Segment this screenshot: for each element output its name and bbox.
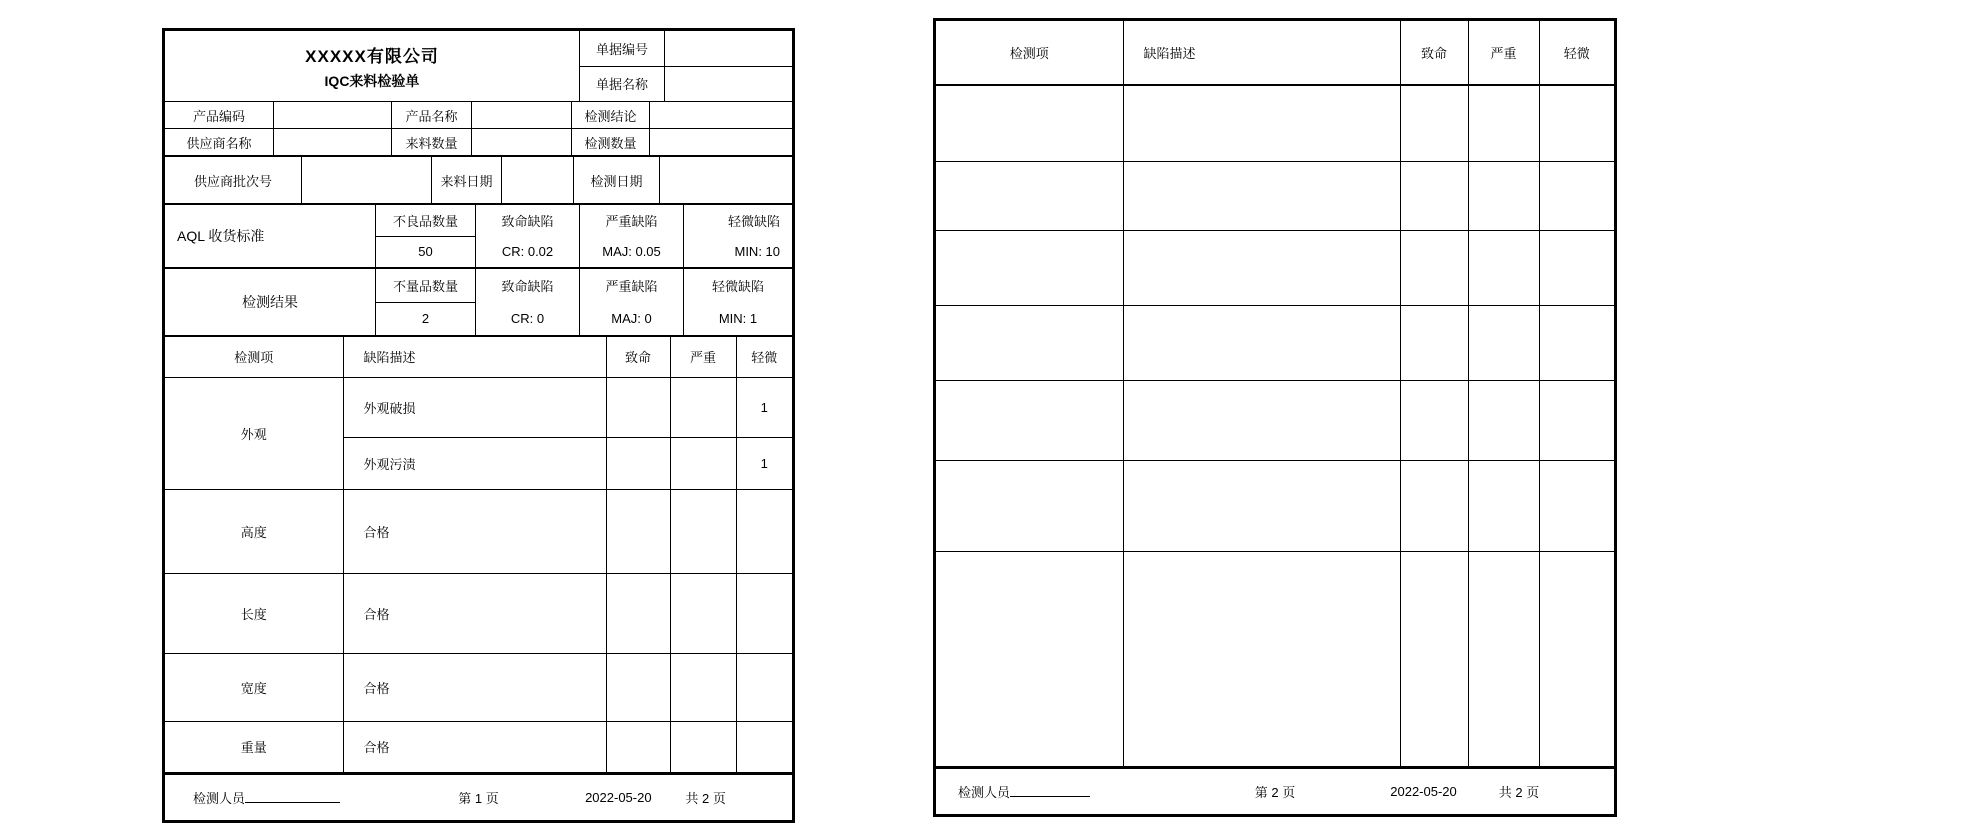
critical-count (606, 377, 670, 437)
defect-desc: 外观污渍 (343, 437, 606, 489)
item-length: 长度 (165, 573, 343, 653)
empty-cell (936, 460, 1123, 551)
page-number: 第 1 页 (458, 791, 499, 806)
critical-count (606, 721, 670, 772)
col-header-desc: 缺陷描述 (1123, 21, 1400, 85)
company-block (165, 31, 579, 101)
empty-cell (1123, 551, 1400, 766)
incoming-date-value-cell (501, 157, 573, 203)
empty-cell (1400, 85, 1468, 161)
aql-minor-value: MIN: 10 (734, 244, 780, 259)
aql-major-value: MAJ: 0.05 (602, 244, 661, 259)
empty-cell (1468, 305, 1539, 380)
doc-name-label: 单据名称 (595, 77, 648, 93)
empty-cell (1468, 230, 1539, 305)
incoming-qty-label: 来料数量 (391, 129, 471, 155)
major-count (670, 437, 736, 489)
item-weight: 重量 (165, 721, 343, 772)
result-critical-col (475, 269, 579, 335)
minor-count: 1 (736, 377, 792, 437)
inspector-label: 检测人员 (193, 791, 246, 806)
empty-cell (1123, 380, 1400, 460)
total-pages: 共 2 页 (1498, 785, 1540, 800)
inspect-date-value-cell (659, 157, 792, 203)
inspect-qty-label: 检测数量 (571, 129, 649, 155)
col-header-item: 检测项 (165, 337, 343, 377)
supplier-batch-value-cell (301, 157, 431, 203)
page-number: 第 2 页 (1254, 785, 1296, 800)
doc-no-row (580, 31, 792, 66)
col-header-critical: 致命 (1400, 21, 1468, 85)
product-code-label: 产品编码 (192, 108, 245, 124)
critical-count (606, 653, 670, 721)
table-row (165, 573, 792, 653)
empty-cell (1539, 230, 1614, 305)
empty-cell (1123, 305, 1400, 380)
form-title: IQC来料检验单 (324, 72, 420, 89)
critical-count (606, 437, 670, 489)
supplier-name-label: 供应商名称 (186, 135, 252, 151)
inspector-field (193, 788, 340, 807)
product-name-value-cell (471, 102, 571, 128)
empty-table-row (936, 161, 1614, 230)
empty-table-row (936, 551, 1614, 766)
empty-cell (1539, 85, 1614, 161)
col-header-desc: 缺陷描述 (343, 337, 606, 377)
empty-cell (1400, 460, 1468, 551)
page-2 (933, 18, 1617, 817)
aql-major-col (579, 205, 683, 267)
inspect-conclusion-value-cell (649, 102, 792, 128)
table-row (165, 721, 792, 772)
item-appearance: 外观 (165, 377, 343, 489)
empty-cell (1123, 161, 1400, 230)
result-major-col (579, 269, 683, 335)
result-defective-qty-value: 2 (421, 311, 430, 327)
info-row-batch (165, 155, 792, 203)
footer-date: 2022-05-20 (585, 790, 652, 805)
inspection-result-block (165, 267, 792, 335)
minor-count (736, 653, 792, 721)
table-row (165, 377, 792, 437)
page-1 (162, 28, 795, 823)
result-major-value: MAJ: 0 (611, 311, 652, 326)
defect-desc: 合格 (343, 489, 606, 573)
doc-no-value-cell (664, 31, 792, 66)
empty-cell (936, 551, 1123, 766)
defect-desc: 合格 (343, 573, 606, 653)
major-count (670, 377, 736, 437)
inspect-qty-value-cell (649, 129, 792, 155)
inspector-signature-line (1010, 783, 1090, 797)
page1-footer (165, 772, 792, 820)
empty-cell (1400, 305, 1468, 380)
footer-date: 2022-05-20 (1390, 784, 1457, 799)
detail-table-wrap (936, 21, 1614, 766)
empty-cell (1123, 85, 1400, 161)
empty-table-row (936, 85, 1614, 161)
item-width: 宽度 (165, 653, 343, 721)
critical-count (606, 573, 670, 653)
result-defective-qty-header: 不量品数量 (376, 269, 475, 303)
aql-critical-col (475, 205, 579, 267)
empty-cell (1123, 460, 1400, 551)
result-critical-value: CR: 0 (510, 311, 545, 326)
defect-desc: 合格 (343, 653, 606, 721)
aql-major-header: 严重缺陷 (605, 214, 658, 229)
aql-minor-col (683, 205, 792, 267)
result-minor-col (683, 269, 792, 335)
col-header-major: 严重 (1468, 21, 1539, 85)
col-header-minor: 轻微 (1539, 21, 1614, 85)
empty-cell (1468, 460, 1539, 551)
empty-cell (936, 230, 1123, 305)
critical-count (606, 489, 670, 573)
incoming-qty-value-cell (471, 129, 571, 155)
result-minor-value: MIN: 1 (718, 311, 758, 326)
inspector-label: 检测人员 (958, 785, 1011, 800)
supplier-name-value-cell (273, 129, 391, 155)
incoming-date-label: 来料日期 (431, 157, 501, 203)
empty-cell (936, 305, 1123, 380)
product-code-value-cell (273, 102, 391, 128)
info-row-supplier (165, 128, 792, 155)
aql-standard-block (165, 203, 792, 267)
table-row (165, 489, 792, 573)
doc-meta-block (579, 31, 792, 101)
item-height: 高度 (165, 489, 343, 573)
empty-cell (1539, 305, 1614, 380)
col-header-major: 严重 (670, 337, 736, 377)
doc-name-value-cell (664, 67, 792, 102)
col-header-item: 检测项 (936, 21, 1123, 85)
company-name: XXXXX有限公司 (305, 46, 439, 66)
col-header-critical: 致命 (606, 337, 670, 377)
empty-cell (1539, 161, 1614, 230)
detail-header-row (936, 21, 1614, 85)
inspection-detail-table (165, 337, 792, 772)
minor-count: 1 (736, 437, 792, 489)
page1-header-block (165, 31, 792, 101)
minor-count (736, 573, 792, 653)
empty-cell (936, 380, 1123, 460)
empty-cell (1539, 460, 1614, 551)
empty-cell (1468, 85, 1539, 161)
inspector-signature-line (245, 789, 340, 803)
inspector-field (958, 782, 1090, 801)
empty-cell (1539, 380, 1614, 460)
empty-table-row (936, 380, 1614, 460)
empty-table-row (936, 305, 1614, 380)
result-defective-qty-col (375, 269, 475, 335)
inspect-date-label: 检测日期 (573, 157, 659, 203)
empty-cell (1468, 551, 1539, 766)
empty-cell (1400, 380, 1468, 460)
result-critical-header: 致命缺陷 (501, 279, 554, 294)
aql-critical-header: 致命缺陷 (501, 214, 554, 229)
empty-cell (1123, 230, 1400, 305)
minor-count (736, 489, 792, 573)
detail-header-row (165, 337, 792, 377)
empty-table-row (936, 230, 1614, 305)
doc-name-row (580, 66, 792, 102)
empty-cell (1400, 161, 1468, 230)
aql-defective-qty-header: 不良品数量 (376, 205, 475, 237)
aql-minor-header: 轻微缺陷 (727, 214, 780, 229)
table-row (165, 653, 792, 721)
empty-cell (1400, 230, 1468, 305)
info-row-product (165, 101, 792, 128)
empty-table-row (936, 460, 1614, 551)
detail-table-wrap (165, 335, 792, 772)
col-header-minor: 轻微 (736, 337, 792, 377)
major-count (670, 489, 736, 573)
aql-defective-qty-value: 50 (418, 244, 433, 260)
doc-no-label: 单据编号 (595, 41, 648, 57)
empty-cell (1539, 551, 1614, 766)
defect-desc: 外观破损 (343, 377, 606, 437)
aql-critical-value: CR: 0.02 (501, 244, 554, 259)
product-name-label: 产品名称 (391, 102, 471, 128)
total-pages: 共 2 页 (685, 791, 726, 806)
minor-count (736, 721, 792, 772)
page2-footer (936, 766, 1614, 814)
empty-cell (1400, 551, 1468, 766)
inspect-conclusion-label: 检测结论 (571, 102, 649, 128)
result-minor-header: 轻微缺陷 (711, 279, 764, 294)
aql-section-label: AQL 收货标准 (177, 228, 265, 244)
supplier-batch-label: 供应商批次号 (193, 173, 272, 189)
empty-cell (936, 161, 1123, 230)
result-section-label: 检测结果 (242, 294, 298, 310)
result-major-header: 严重缺陷 (605, 279, 658, 294)
empty-cell (1468, 380, 1539, 460)
defect-desc: 合格 (343, 721, 606, 772)
inspection-detail-table-page2 (936, 21, 1614, 766)
major-count (670, 653, 736, 721)
major-count (670, 573, 736, 653)
major-count (670, 721, 736, 772)
aql-defective-qty-col (375, 205, 475, 267)
empty-cell (1468, 161, 1539, 230)
empty-cell (936, 85, 1123, 161)
